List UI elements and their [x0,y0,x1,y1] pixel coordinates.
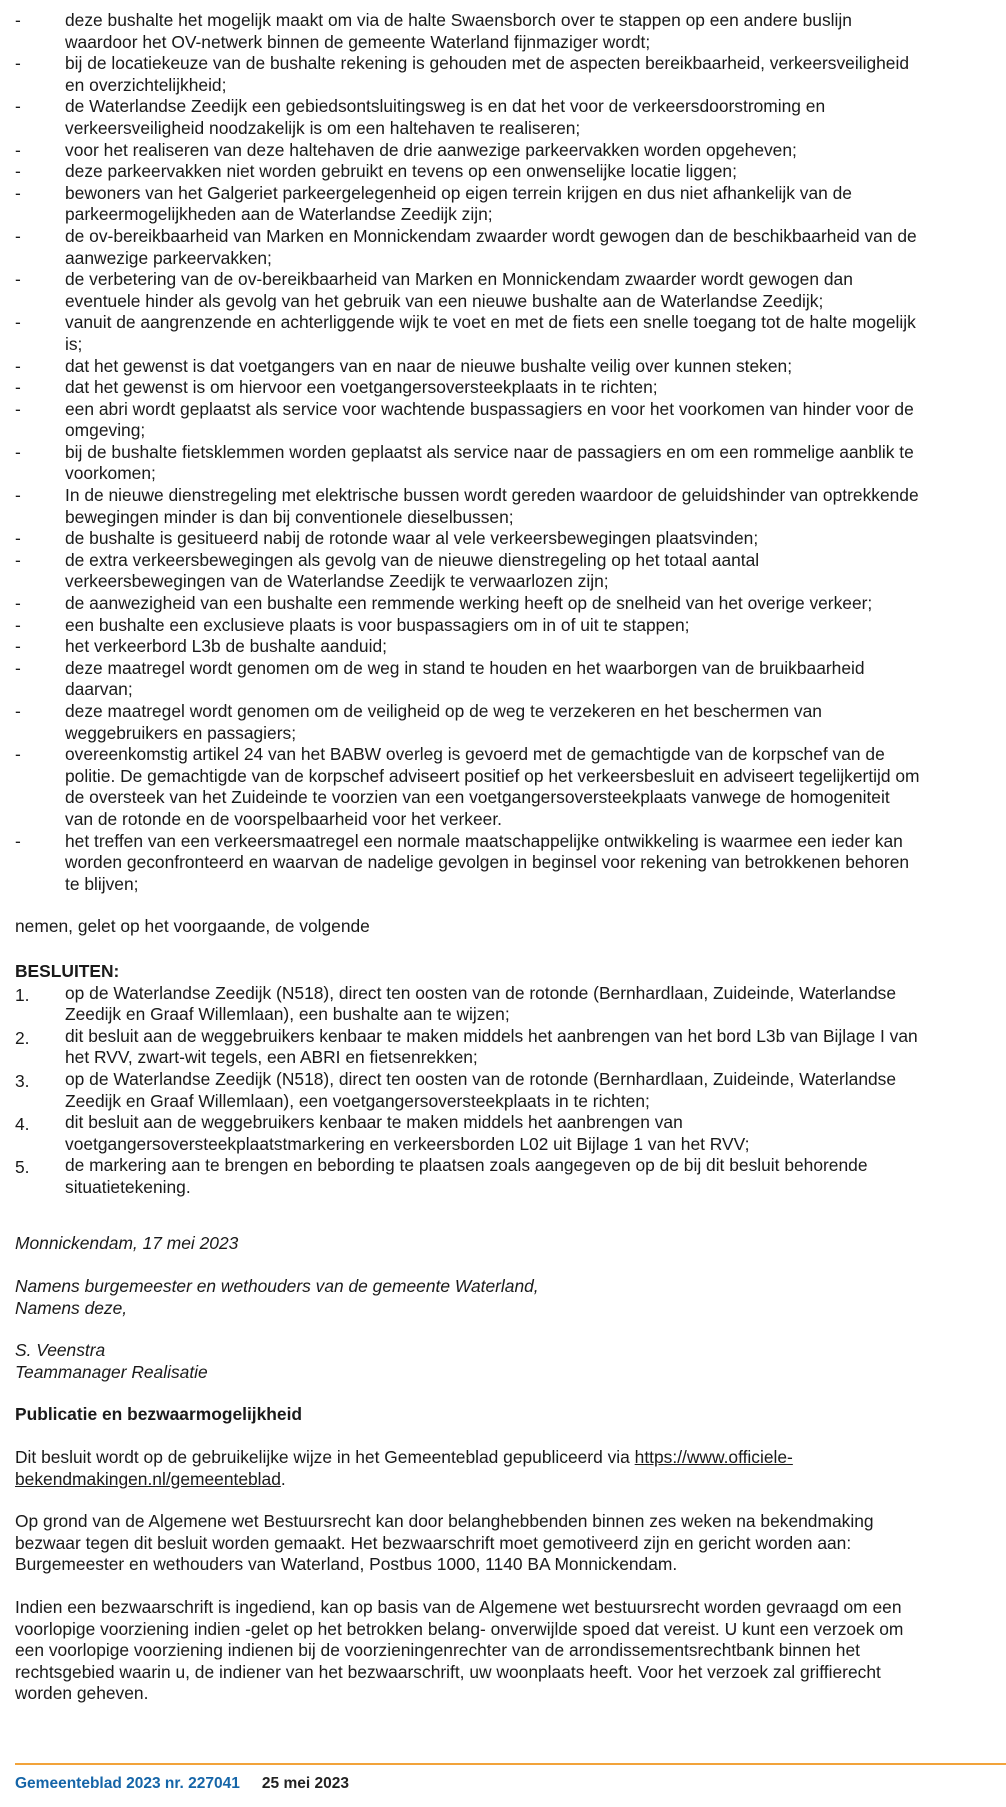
consideration-item [15,528,920,550]
consideration-item [15,399,920,442]
consideration-item [15,550,920,593]
dash-marker: - [15,312,21,333]
consideration-text: overeenkomstig artikel 24 van het BABW overleg is gevoerd met de gemachtigde van de korpschef van de politie. De gemachtigde van de korpschef adviseert positief op het verkeersbesluit en adviseert tegelijkertijd om de oversteek van het Zuideinde te voorzien van een voetgangersoversteekplaats vanwege de homogeniteit van de rotonde en de voorspelbaarheid voor het verkeer. [65,744,920,829]
decision-text: de markering aan te brengen en bebording te plaatsen zoals aangegeven op de bij dit besluit behorende situatietekening. [65,1155,868,1197]
consideration-text: de Waterlandse Zeedijk een gebiedsontsluitingsweg is en dat het voor de verkeersdoorstroming en verkeersveiligheid noodzakelijk is om een haltehaven te realiseren; [65,96,826,138]
decision-text: dit besluit aan de weggebruikers kenbaar te maken middels het aanbrengen van het bord L3b van Bijlage I van het RVV, zwart-wit tegels, een ABRI en fietsenrekken; [65,1025,918,1068]
consideration-text: een abri wordt geplaatst als service voor wachtende buspassagiers en voor het voorkomen van hinder voor de omgeving; [65,398,914,441]
dash-marker: - [15,614,21,635]
dash-marker: - [15,225,21,246]
decision-number: 1. [15,984,30,1005]
consideration-item [15,636,920,658]
decision-number: 3. [15,1070,30,1091]
footer-date: 25 mei 2023 [261,1775,349,1792]
consideration-item [15,269,920,312]
consideration-item [15,53,920,96]
consideration-text: het verkeerbord L3b de bushalte aanduid; [65,636,387,657]
consideration-text: een bushalte een exclusieve plaats is voor buspassagiers om in of uit te stappen; [65,614,690,635]
consideration-item [15,831,920,896]
footer [15,1773,349,1795]
consideration-item [15,161,920,183]
consideration-text: deze maatregel wordt genomen om de weg in stand te houden en het waarborgen van de bruikbaarheid daarvan; [65,657,865,700]
signature-role: Teammanager Realisatie [15,1361,208,1382]
consideration-text: deze maatregel wordt genomen om de veiligheid op de weg te verzekeren en het beschermen van weggebruikers en passagiers; [65,701,822,743]
consideration-text: dat het gewenst is om hiervoor een voetgangersoversteekplaats in te richten; [65,377,658,398]
consideration-text: deze bushalte het mogelijk maakt om via de halte Swaensborch over te stappen op een andere buslijn waardoor het OV-netwerk binnen de gemeente Waterland fijnmaziger wordt; [65,10,852,52]
dash-marker: - [15,830,21,851]
consideration-text: het treffen van een verkeersmaatregel een normale maatschappelijke ontwikkeling is waarmee een ieder kan worden geconfronteerd en waarvan de nadelige gevolgen in beginsel voor rekening van betrokkenen behoren te blijven; [65,830,910,894]
publication-p1-end: . [280,1468,286,1489]
dash-marker: - [15,355,21,376]
consideration-text: vanuit de aangrenzende en achterliggende wijk te voet en met de fiets een snelle toegang tot de halte mogelijk is; [65,312,916,354]
dash-marker: - [15,744,21,765]
consideration-item [15,226,920,269]
besluiten-heading: BESLUITEN: [15,960,120,981]
consideration-text: voor het realiseren van deze haltehaven de drie aanwezige parkeervakken worden opgeheven; [65,139,797,160]
consideration-text: deze parkeervakken niet worden gebruikt en tevens op een onwenselijke locatie liggen; [65,161,737,182]
dash-marker: - [15,528,21,549]
signature-on-behalf-1: Namens burgemeester en wethouders van de gemeente Waterland, [15,1276,539,1297]
dash-marker: - [15,53,21,74]
consideration-item [15,442,920,485]
consideration-text: bij de bushalte fietsklemmen worden geplaatst als service naar de passagiers en om een rommelige aanblik te voorkomen; [65,441,914,484]
consideration-text: de verbetering van de ov-bereikbaarheid van Marken en Monnickendam zwaarder wordt gewogen dan eventuele hinder als gevolg van het gebruik van een nieuwe bushalte aan de Waterlandse Zeedijk; [65,269,853,311]
dash-marker: - [15,398,21,419]
signature-on-behalf-2: Namens deze, [15,1297,128,1318]
publication-paragraph-2: Op grond van de Algemene wet Bestuursrecht kan door belanghebbenden binnen zes weken na bekendmaking bezwaar tegen dit besluit worden gemaakt. Het bezwaarschrift moet gemotiveerd zijn en gericht worden aan: Burgemeester en wethouders van Waterland, Postbus 1000, 1140 BA Monnickendam. [15,1511,874,1575]
publication-p1-text: Dit besluit wordt op de gebruikelijke wijze in het Gemeenteblad gepubliceerd via [15,1447,635,1468]
publication-heading: Publicatie en bezwaarmogelijkheid [15,1404,303,1425]
dash-marker: - [15,636,21,657]
decision-item [15,1026,920,1069]
decision-text: dit besluit aan de weggebruikers kenbaar te maken middels het aanbrengen van voetgangersoversteekplaatstmarkering en verkeersborden L02 uit Bijlage 1 van het RVV; [65,1112,750,1154]
decision-item [15,1112,920,1155]
decisions-list [15,983,920,1199]
consideration-text: de bushalte is gesitueerd nabij de rotonde waar al vele verkeersbewegingen plaatsvinden; [65,528,759,549]
dash-marker: - [15,161,21,182]
consideration-item [15,744,920,830]
dash-marker: - [15,96,21,117]
consideration-text: bewoners van het Galgeriet parkeergelegenheid op eigen terrein krijgen en dus niet afhankelijk van de parkeermogelijkheden aan de Waterlandse Zeedijk zijn; [65,182,852,225]
decision-item [15,1069,920,1112]
consideration-text: de aanwezigheid van een bushalte een remmende werking heeft op de snelheid van het overige verkeer; [65,593,873,614]
signature-name: S. Veenstra [15,1340,106,1361]
consideration-item [15,658,920,701]
dash-marker: - [15,593,21,614]
dash-marker: - [15,657,21,678]
decision-number: 4. [15,1114,30,1135]
dash-marker: - [15,701,21,721]
dash-marker: - [15,269,21,290]
considerations-list [15,10,920,895]
consideration-text: de ov-bereikbaarheid van Marken en Monnickendam zwaarder wordt gewogen dan de beschikbaarheid van de aanwezige parkeervakken; [65,225,917,268]
gemeenteblad-link[interactable]: https://www.officiele-bekendmakingen.nl/gemeenteblad [15,1447,793,1489]
publication-paragraph-1 [15,1447,920,1490]
signature-place-date: Monnickendam, 17 mei 2023 [15,1233,239,1254]
consideration-text: de extra verkeersbewegingen als gevolg van de nieuwe dienstregeling op het totaal aantal verkeersbewegingen van de Waterlandse Zeedijk te verwaarlozen zijn; [65,549,760,592]
consideration-item [15,377,920,399]
consideration-text: dat het gewenst is dat voetgangers van en naar de nieuwe bushalte veilig over kunnen steken; [65,355,793,376]
decision-text: op de Waterlandse Zeedijk (N518), direct ten oosten van de rotonde (Bernhardlaan, Zuideinde, Waterlandse Zeedijk en Graaf Willemlaan), een voetgangersoversteekplaats in te richten; [65,1068,897,1111]
consideration-item [15,356,920,378]
decision-item [15,983,920,1026]
consideration-item [15,593,920,615]
decision-text: op de Waterlandse Zeedijk (N518), direct ten oosten van de rotonde (Bernhardlaan, Zuideinde, Waterlandse Zeedijk en Graaf Willemlaan), een bushalte aan te wijzen; [65,982,897,1025]
consideration-item [15,10,920,53]
publication-paragraph-3: Indien een bezwaarschrift is ingediend, kan op basis van de Algemene wet bestuursrecht worden gevraagd om een voorlopige voorziening indien -gelet op het betrokken belang- onverwijlde spoed dat vereist. U kunt een verzoek om een voorlopige voorziening indienen bij de voorzieningenrechter van de arrondissementsrechtbank binnen het rechtsgebied waarin u, de indiener van het bezwaarschrift, uw woonplaats heeft. Voor het verzoek zal griffierecht worden geheven. [15,1597,904,1704]
footer-rule [15,1763,1006,1765]
consideration-item [15,312,920,355]
decision-number: 2. [15,1027,30,1048]
consideration-item [15,615,920,637]
dash-marker: - [15,10,21,30]
dash-marker: - [15,441,21,462]
dash-marker: - [15,182,21,203]
dash-marker: - [15,377,21,398]
intro-line: nemen, gelet op het voorgaande, de volgende [15,916,370,937]
consideration-text: In de nieuwe dienstregeling met elektrische bussen wordt gereden waardoor de geluidshinder van optrekkende bewegingen minder is dan bij conventionele dieselbussen; [65,485,919,527]
decision-number: 5. [15,1157,30,1178]
consideration-item [15,140,920,162]
consideration-text: bij de locatiekeuze van de bushalte rekening is gehouden met de aspecten bereikbaarheid, verkeersveiligheid en overzichtelijkheid; [65,53,909,95]
consideration-item [15,96,920,139]
dash-marker: - [15,549,21,570]
consideration-item [15,701,920,744]
decision-item [15,1155,920,1198]
consideration-item [15,485,920,528]
footer-publication-ref: Gemeenteblad 2023 nr. 227041 [15,1775,240,1792]
document-page [15,10,920,1705]
dash-marker: - [15,485,21,506]
dash-marker: - [15,139,21,160]
consideration-item [15,183,920,226]
